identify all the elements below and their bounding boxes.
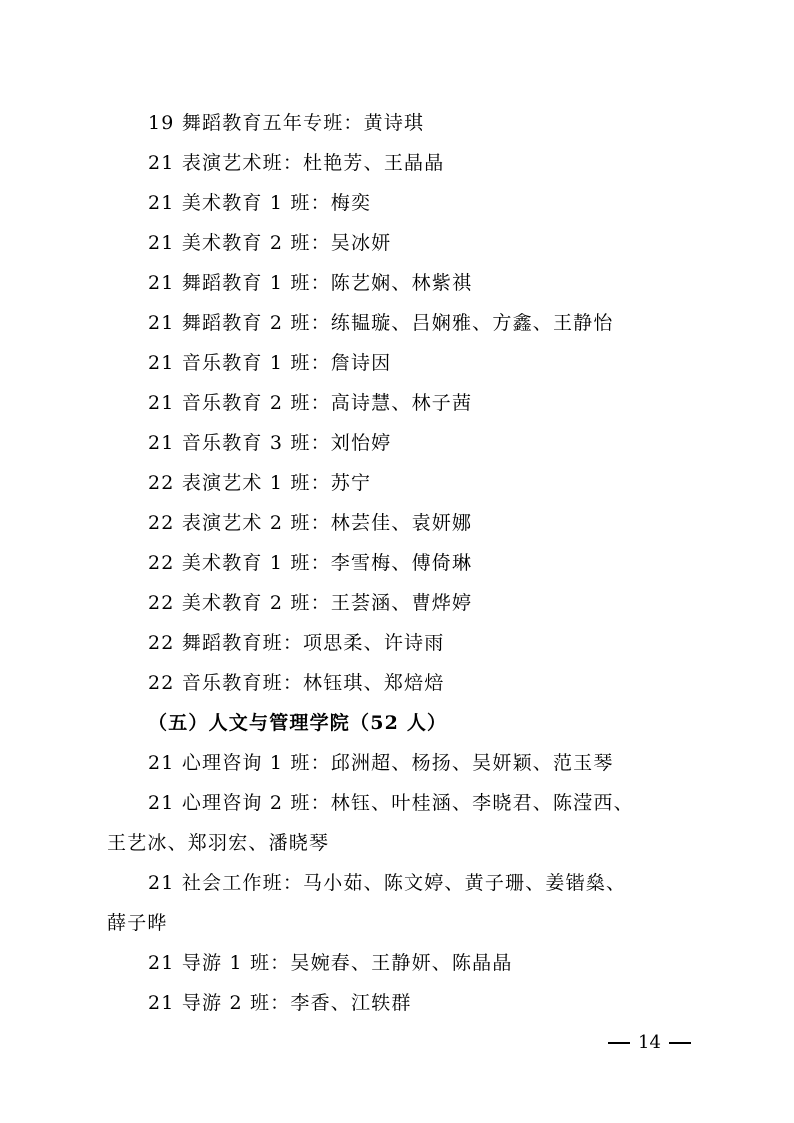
roster-line: 21 导游 2 班：李香、江轶群 — [148, 992, 412, 1014]
roster-line: 21 心理咨询 2 班：林钰、叶桂涵、李晓君、陈滢西、 — [148, 792, 634, 814]
page-footer — [608, 1030, 691, 1056]
footer-dash-right — [669, 1042, 691, 1044]
roster-line-continuation: 王艺冰、郑羽宏、潘晓琴 — [107, 832, 330, 854]
roster-line: 22 舞蹈教育班：项思柔、许诗雨 — [148, 632, 445, 654]
roster-line: 21 音乐教育 3 班：刘怡婷 — [148, 432, 392, 454]
page-number: 14 — [638, 1032, 661, 1053]
roster-line: 21 心理咨询 1 班：邱洲超、杨扬、吴妍颖、范玉琴 — [148, 752, 614, 774]
roster-line: 21 音乐教育 2 班：高诗慧、林子茜 — [148, 392, 473, 414]
roster-line: 19 舞蹈教育五年专班：黄诗琪 — [148, 112, 425, 134]
roster-line: 22 美术教育 1 班：李雪梅、傅倚琳 — [148, 552, 473, 574]
roster-line: 21 社会工作班：马小茹、陈文婷、黄子珊、姜锴燊、 — [148, 872, 627, 894]
section-heading: （五）人文与管理学院（52 人） — [148, 712, 448, 734]
roster-line: 22 美术教育 2 班：王荟涵、曹烨婷 — [148, 592, 473, 614]
roster-line: 21 美术教育 1 班：梅奕 — [148, 192, 372, 214]
roster-line: 21 美术教育 2 班：吴冰妍 — [148, 232, 392, 254]
roster-line: 21 导游 1 班：吴婉春、王静妍、陈晶晶 — [148, 952, 513, 974]
roster-line: 22 表演艺术 1 班：苏宁 — [148, 472, 372, 494]
roster-line: 21 舞蹈教育 1 班：陈艺娴、林紫祺 — [148, 272, 473, 294]
footer-dash-left — [608, 1042, 630, 1044]
roster-line: 22 音乐教育班：林钰琪、郑焙焙 — [148, 672, 445, 694]
roster-line-continuation: 薛子晔 — [107, 912, 168, 934]
roster-line: 21 舞蹈教育 2 班：练韫璇、吕娴雅、方鑫、王静怡 — [148, 312, 614, 334]
roster-line: 22 表演艺术 2 班：林芸佳、袁妍娜 — [148, 512, 473, 534]
roster-list — [0, 103, 794, 1023]
roster-line: 21 表演艺术班：杜艳芳、王晶晶 — [148, 152, 445, 174]
roster-line: 21 音乐教育 1 班：詹诗因 — [148, 352, 392, 374]
